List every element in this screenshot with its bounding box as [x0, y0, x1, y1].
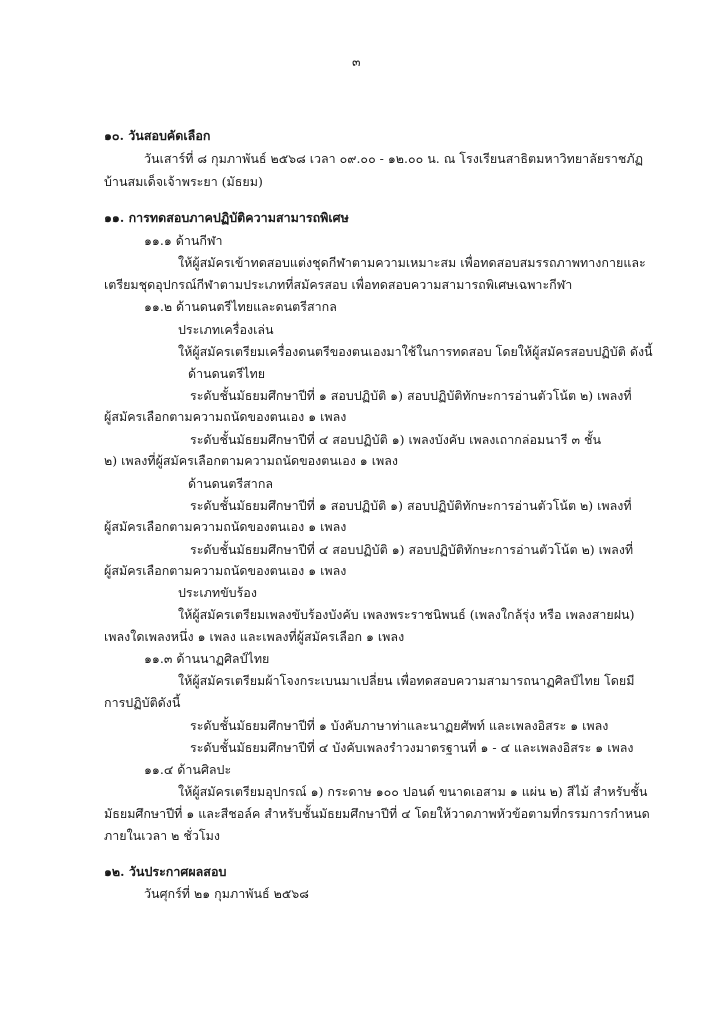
- sports-line-2: เตรียมชุดอุปกรณ์กีฬาตามประเภทที่สมัครสอบ เพื่อทดสอบความสามารถพิเศษเฉพาะกีฬา: [104, 277, 573, 292]
- page-number: ๓: [352, 54, 361, 69]
- thai-m4-line-2: ๒) เพลงที่ผู้สมัครเลือกตามความถนัดของตนเอง ๑ เพลง: [104, 453, 398, 468]
- vocal-line-1: ให้ผู้สมัครเตรียมเพลงขับร้องบังคับ เพลงพระราชนิพนธ์ (เพลงใกล้รุ่ง หรือ เพลงสายฝน): [178, 607, 635, 622]
- art-line-1: ให้ผู้สมัครเตรียมอุปกรณ์ ๑) กระดาษ ๑๐๐ ปอนด์ ขนาดเอสาม ๑ แผ่น ๒) สีไม้ สำหรับชั้น: [178, 784, 648, 799]
- thai-music-title: ด้านดนตรีไทย: [188, 366, 266, 381]
- instrument-type-title: ประเภทเครื่องเล่น: [178, 322, 274, 337]
- section-11-heading: ๑๑. การทดสอบภาคปฏิบัติความสามารถพิเศษ: [104, 210, 349, 225]
- section-12-line-1: วันศุกร์ที่ ๒๑ กุมภาพันธ์ ๒๕๖๘: [144, 886, 309, 901]
- art-title: ๑๑.๔ ด้านศิลปะ: [144, 762, 232, 777]
- intl-m4-line-2: ผู้สมัครเลือกตามความถนัดของตนเอง ๑ เพลง: [104, 563, 347, 578]
- dance-m4: ระดับชั้นมัธยมศึกษาปีที่ ๔ บังคับเพลงรำวงมาตรฐานที่ ๑ - ๔ และเพลงอิสระ ๑ เพลง: [190, 740, 634, 755]
- dance-line-2: การปฏิบัติดังนี้: [104, 695, 181, 710]
- section-10-line-1: วันเสาร์ที่ ๘ กุมภาพันธ์ ๒๕๖๘ เวลา ๐๙.๐๐ - ๑๒.๐๐ น. ณ โรงเรียนสาธิตมหาวิทยาลัยราชภัฏ: [144, 151, 644, 166]
- thai-m1-line-1: ระดับชั้นมัธยมศึกษาปีที่ ๑ สอบปฏิบัติ ๑) สอบปฏิบัติทักษะการอ่านตัวโน้ต ๒) เพลงที่: [190, 388, 632, 403]
- section-10-heading: ๑๐. วันสอบคัดเลือก: [104, 128, 211, 143]
- sports-title: ๑๑.๑ ด้านกีฬา: [144, 233, 223, 248]
- intl-music-title: ด้านดนตรีสากล: [188, 476, 274, 491]
- intl-m4-line-1: ระดับชั้นมัธยมศึกษาปีที่ ๔ สอบปฏิบัติ ๑) สอบปฏิบัติทักษะการอ่านตัวโน้ต ๒) เพลงที่: [190, 542, 634, 557]
- intl-m1-line-1: ระดับชั้นมัธยมศึกษาปีที่ ๑ สอบปฏิบัติ ๑) สอบปฏิบัติทักษะการอ่านตัวโน้ต ๒) เพลงที่: [190, 498, 632, 513]
- thai-m1-line-2: ผู้สมัครเลือกตามความถนัดของตนเอง ๑ เพลง: [104, 409, 347, 424]
- dance-line-1: ให้ผู้สมัครเตรียมผ้าโจงกระเบนมาเปลี่ยน เพื่อทดสอบความสามารถนาฏศิลป์ไทย โดยมี: [178, 673, 635, 688]
- dance-title: ๑๑.๓ ด้านนาฏศิลป์ไทย: [144, 651, 270, 666]
- art-line-2: มัธยมศึกษาปีที่ ๑ และสีชอล์ค สำหรับชั้นมัธยมศึกษาปีที่ ๔ โดยให้วาดภาพหัวข้อตามที่กรรมการกำหนด: [104, 806, 650, 821]
- instrument-intro: ให้ผู้สมัครเตรียมเครื่องดนตรีของตนเองมาใช้ในการทดสอบ โดยให้ผู้สมัครสอบปฏิบัติ ดังนี้: [178, 344, 653, 359]
- intl-m1-line-2: ผู้สมัครเลือกตามความถนัดของตนเอง ๑ เพลง: [104, 519, 347, 534]
- sports-line-1: ให้ผู้สมัครเข้าทดสอบแต่งชุดกีฬาตามความเหมาะสม เพื่อทดสอบสมรรถภาพทางกายและ: [178, 255, 646, 270]
- vocal-type-title: ประเภทขับร้อง: [178, 585, 257, 600]
- thai-m4-line-1: ระดับชั้นมัธยมศึกษาปีที่ ๔ สอบปฏิบัติ ๑) เพลงบังคับ เพลงเถากล่อมนารี ๓ ชั้น: [190, 432, 601, 447]
- dance-m1: ระดับชั้นมัธยมศึกษาปีที่ ๑ บังคับภาษาท่าและนาฏยศัพท์ และเพลงอิสระ ๑ เพลง: [190, 718, 609, 733]
- section-12-heading: ๑๒. วันประกาศผลสอบ: [104, 864, 227, 879]
- vocal-line-2: เพลงใดเพลงหนึ่ง ๑ เพลง และเพลงที่ผู้สมัครเลือก ๑ เพลง: [104, 629, 405, 644]
- section-10-line-2: บ้านสมเด็จเจ้าพระยา (มัธยม): [104, 174, 263, 189]
- art-line-3: ภายในเวลา ๒ ชั่วโมง: [104, 828, 220, 843]
- music-title: ๑๑.๒ ด้านดนตรีไทยและดนตรีสากล: [144, 299, 337, 314]
